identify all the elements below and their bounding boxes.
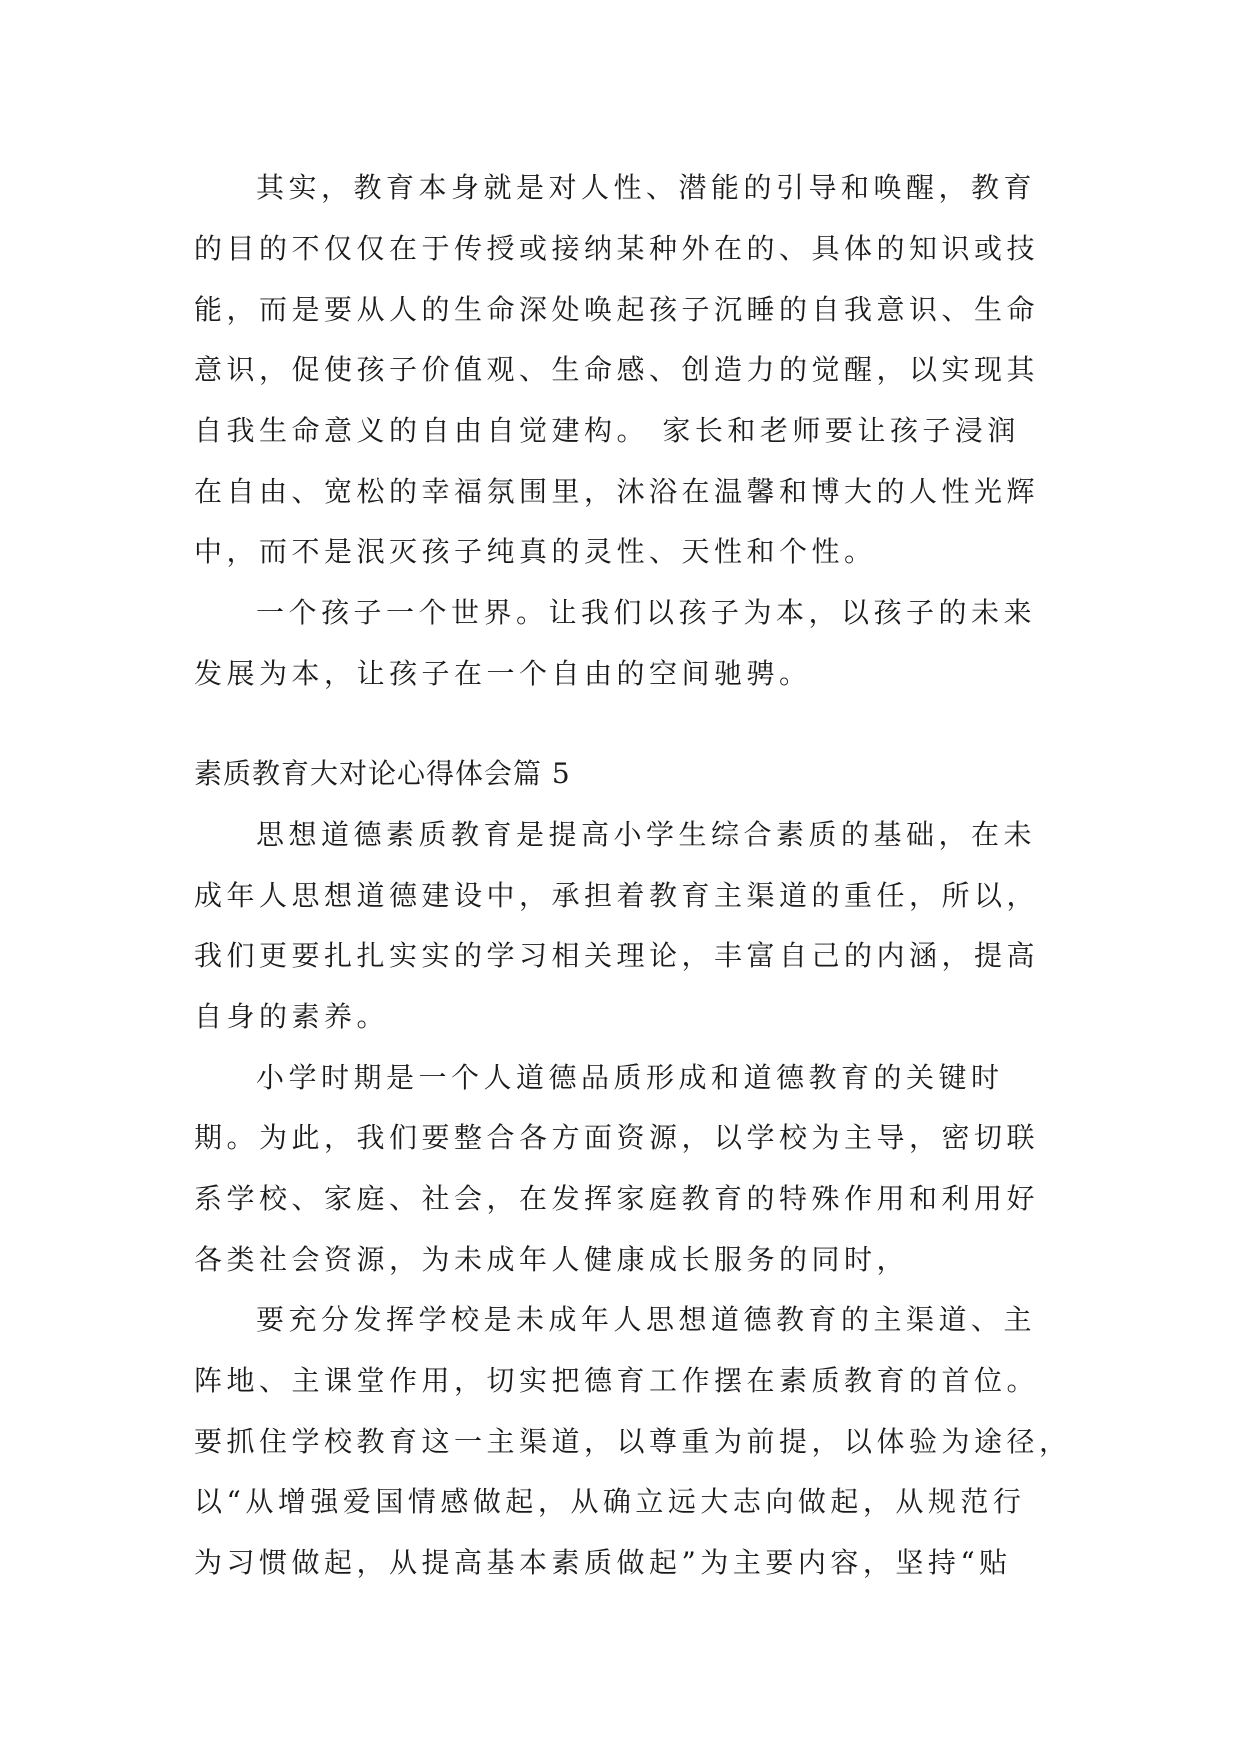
paragraph-line: 在自由、宽松的幸福氛围里，沐浴在温馨和博大的人性光辉 [194,475,1040,508]
paragraph-line: 阵地、主课堂作用，切实把德育工作摆在素质教育的首位。 [194,1364,1040,1397]
paragraph-line: 小学时期是一个人道德品质形成和道德教育的关键时 [256,1061,1004,1094]
paragraph-line: 各类社会资源，为未成年人健康成长服务的同时， [194,1243,910,1276]
paragraph-line: 要抓住学校教育这一主渠道，以尊重为前提，以体验为途径， [194,1425,1072,1458]
paragraph-line: 能，而是要从人的生命深处唤起孩子沉睡的自我意识、生命 [194,293,1040,326]
paragraph-line: 成年人思想道德建设中，承担着教育主渠道的重任，所以， [194,879,1040,912]
paragraph-line: 的目的不仅仅在于传授或接纳某种外在的、具体的知识或技 [194,232,1040,265]
paragraph-line: 我们更要扎扎实实的学习相关理论，丰富自己的内涵，提高 [194,939,1040,972]
paragraph-line: 一个孩子一个世界。让我们以孩子为本，以孩子的未来 [256,596,1037,629]
paragraph-line: 其实，教育本身就是对人性、潜能的引导和唤醒，教育 [256,171,1037,204]
section-heading: 素质教育大对论心得体会篇 5 [194,757,571,790]
paragraph-line: 期。为此，我们要整合各方面资源，以学校为主导，密切联 [194,1121,1040,1154]
paragraph-line: 中，而不是泯灭孩子纯真的灵性、天性和个性。 [194,535,877,568]
paragraph-line: 自我生命意义的自由自觉建构。 家长和老师要让孩子浸润 [194,414,1020,447]
paragraph-line: 要充分发挥学校是未成年人思想道德教育的主渠道、主 [256,1303,1037,1336]
paragraph-line: 自身的素养。 [194,1000,390,1033]
paragraph-line: 思想道德素质教育是提高小学生综合素质的基础，在未 [256,818,1037,851]
paragraph-line: 以“从增强爱国情感做起，从确立远大志向做起，从规范行 [194,1485,1026,1518]
paragraph-line: 发展为本，让孩子在一个自由的空间驰骋。 [194,657,812,690]
paragraph-line: 意识，促使孩子价值观、生命感、创造力的觉醒，以实现其 [194,353,1040,386]
paragraph-line: 系学校、家庭、社会，在发挥家庭教育的特殊作用和利用好 [194,1182,1040,1215]
paragraph-line: 为习惯做起，从提高基本素质做起”为主要内容，坚持“贴 [194,1546,1012,1579]
